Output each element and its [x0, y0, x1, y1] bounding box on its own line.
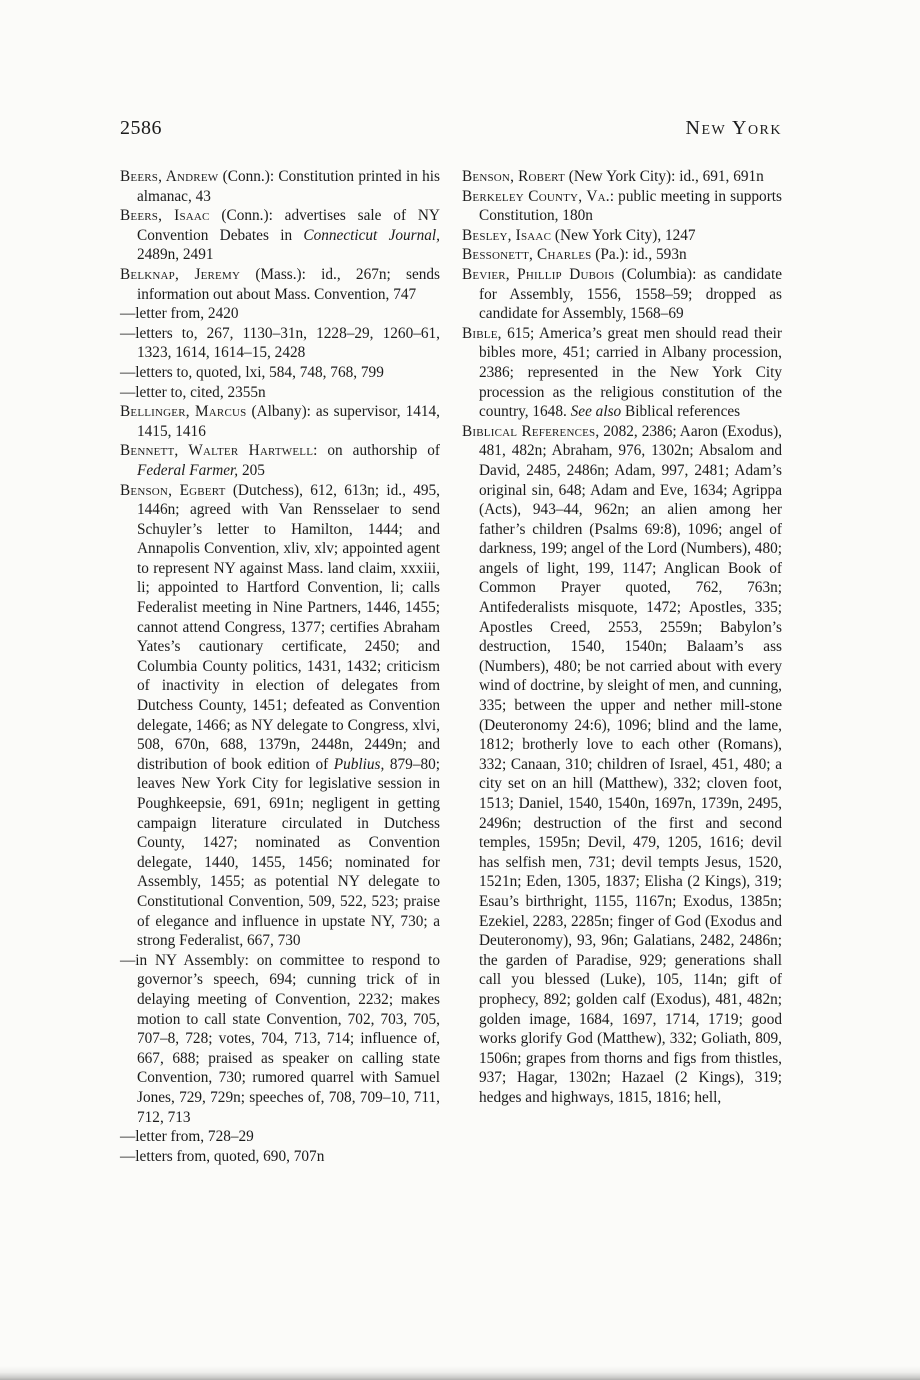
entry-heading: Berkeley County, Va. [462, 187, 610, 205]
page-edge-shadow [0, 1366, 920, 1380]
entry-heading: Bessonett, Charles [462, 246, 592, 264]
entry-text: : on authorship of [313, 442, 440, 460]
entry-heading: Benson, Robert [462, 168, 565, 185]
entry-text: (New York City), 1247 [551, 226, 696, 244]
entry-text: 205 [238, 461, 265, 479]
entry-heading: Biblical References [462, 422, 596, 440]
page-number: 2586 [120, 117, 162, 139]
entry-heading: Bennett, Walter Hartwell [120, 442, 314, 460]
entry-heading: Bible [462, 324, 498, 342]
index-entry [462, 245, 782, 265]
index-entry [462, 324, 782, 422]
entry-italic-text: Publius, [333, 755, 385, 773]
entry-text: —letters to, 267, 1130–31n, 1228–29, 1260–61, 1323, 1614, 1614–15, 2428 [120, 324, 440, 362]
entry-italic-text: Federal Farmer, [137, 461, 239, 479]
index-entry [120, 167, 440, 206]
running-head: New York [685, 117, 782, 139]
entry-italic-text: See also [570, 403, 622, 421]
entry-text: (Albany): as supervisor, 1414, 1415, 1416 [137, 403, 440, 440]
column-left [120, 167, 440, 1166]
entry-text: 2489n, 2491 [137, 246, 214, 264]
entry-italic-text: Connecticut Journal, [303, 226, 440, 244]
index-entry [120, 324, 440, 363]
entry-text: —letters from, quoted, 690, 707n [120, 1147, 325, 1165]
entry-heading: Beers, Isaac [120, 207, 210, 225]
entry-text: , 615; America’s great men should read their bibles more, 451; carried in Albany procession, 2386; represented in the New York City procession as the religious constitution of the country, 1648. [479, 324, 782, 421]
entry-text: (Conn.): Constitution printed in his almanac, 43 [137, 168, 440, 205]
entry-text: (Conn.): advertises sale of NY Convention Debates in [137, 207, 440, 244]
entry-text: (New York City): id., 691, 691n [564, 168, 764, 185]
index-entry [120, 481, 440, 951]
index-entry [462, 187, 782, 226]
index-columns [120, 167, 782, 1166]
index-entry [120, 951, 440, 1127]
entry-text: (Mass.): id., 267n; sends information out about Mass. Convention, 747 [137, 265, 440, 303]
index-entry [120, 206, 440, 265]
index-entry [120, 441, 440, 480]
entry-heading: Beers, Andrew [120, 168, 219, 185]
index-entry [120, 383, 440, 403]
index-entry [462, 422, 782, 1108]
entry-text: 879–80; leaves New York City for legislative session in Poughkeepsie, 691, 691n; negligent in getting campaign literature circulated in Dutchess County, 1427; nominated as Convention delegate, 1440, 1455, 1456; nominated for Assembly, 1455; as potential NY delegate to Constitutional Convention, 509, 522, 523; praise of elegance and influence in upstate NY, 730; a strong Federalist, 667, 730 [137, 755, 440, 950]
entry-text: (Columbia): as candidate for Assembly, 1556, 1558–59; dropped as candidate for Assembly, 1568–69 [479, 265, 782, 323]
index-entry [120, 363, 440, 383]
index-entry [462, 167, 782, 187]
entry-heading: Belknap, Jeremy [120, 265, 241, 283]
index-entry [120, 1147, 440, 1167]
entry-text: —letter to, cited, 2355n [120, 383, 266, 401]
entry-text: (Dutchess), 612, 613n; id., 495, 1446n; agreed with Van Rensselaer to send Schuyler’s letter to Hamilton, 1444; and Annapolis Convention, xliv, xlv; appointed agent to represent NY against Mass. land claim, xxxiii, li; appointed to Hartford Convention, li; calls Federalist meeting in Nine Partners, 1446, 1455; cannot attend Congress, 1377; certifies Abraham Yates’s cautionary certificate, 2450; and Columbia County politics, 1431, 1432; criticism of inactivity in election of delegates from Dutchess County, 1451; defeated as Convention delegate, 1466; as NY delegate to Congress, xlvi, 508, 670n, 688, 1379n, 2448n, 2449n; and distribution of book edition of [137, 481, 440, 773]
entry-text: : public meeting in supports Constitution, 180n [479, 187, 782, 225]
index-entry [120, 265, 440, 304]
index-entry [462, 265, 782, 324]
entry-heading: Benson, Egbert [120, 481, 226, 499]
entry-heading: Besley, Isaac [462, 226, 552, 244]
entry-text: Biblical references [621, 403, 741, 421]
entry-text: —letter from, 728–29 [120, 1128, 254, 1146]
page-header [120, 117, 782, 140]
entry-heading: Bevier, Phillip Dubois [462, 265, 615, 283]
index-entry [120, 1127, 440, 1147]
entry-text: (Pa.): id., 593n [591, 246, 687, 264]
entry-text: —letters to, quoted, lxi, 584, 748, 768, 799 [120, 363, 384, 381]
index-entry [120, 402, 440, 441]
entry-text: , 2082, 2386; Aaron (Exodus), 481, 482n; Abraham, 976, 1302n; Absalom and David, 2485, 2486n; Adam, 997, 2481; Adam’s original sin, 648; Adam and Eve, 1634; Agrippa (Acts), 943–44, 962n; an alien among her father’s children (Psalms 69:8), 1096; angel of darkness, 199; angel of the Lord (Numbers), 480; angels of light, 199, 1147; Anglican Book of Common Prayer quoted, 762, 763n; Antifederalists misquote, 1472; Apostles, 335; Apostles Creed, 2553, 2559n; Babylon’s destruction, 1540, 1540n; Balaam’s ass (Numbers), 480; be not carried about with every wind of doctrine, by sleight of men, and cunning, 335; between the upper and nether mill-stone (Deuteronomy 24:6), 1096; blind and the lame, 1812; brotherly love to each other (Romans), 332; Canaan, 310; children of Israel, 451, 480; a city set on an hill (Matthew), 332; cloven foot, 1513; Daniel, 1540, 1540n, 1697n, 1739n, 2495, 2496n; destruction of the first and second temples, 1595n; Devil, 479, 1205, 1616; devil has selfish men, 731; devil tempts Jesus, 1520, 1521n; Eden, 1305, 1837; Elisha (2 Kings), 319; Esau’s birthright, 1155, 1167n; Exodus, 1385n; Ezekiel, 2283, 2285n; finger of God (Exodus and Deuteronomy), 93, 96n; Galatians, 2482, 2486n; the garden of Paradise, 929; generations shall call you blessed (Luke), 105, 114n; gift of prophecy, 892; golden calf (Exodus), 481, 482n; golden image, 1684, 1697, 1714, 1719; good works glorify God (Matthew), 332; Goliath, 809, 1506n; grapes from thorns and figs from thistles, 937; Hagar, 1302n; Hazael (2 Kings), 319; hedges and highways, 1815, 1816; hell, [479, 422, 782, 1106]
entry-text: —letter from, 2420 [120, 305, 239, 323]
index-entry [120, 304, 440, 324]
entry-heading: Bellinger, Marcus [120, 403, 247, 421]
index-entry [462, 226, 782, 246]
column-right [462, 167, 782, 1166]
entry-text: —in NY Assembly: on committee to respond to governor’s speech, 694; cunning trick of in delaying meeting of Convention, 2232; makes motion to call state Convention, 702, 703, 705, 707–8, 728; votes, 704, 713, 714; influence of, 667, 688; praised as speaker on calling state Convention, 730; rumored quarrel with Samuel Jones, 729, 729n; speeches of, 708, 709–10, 711, 712, 713 [120, 951, 440, 1126]
